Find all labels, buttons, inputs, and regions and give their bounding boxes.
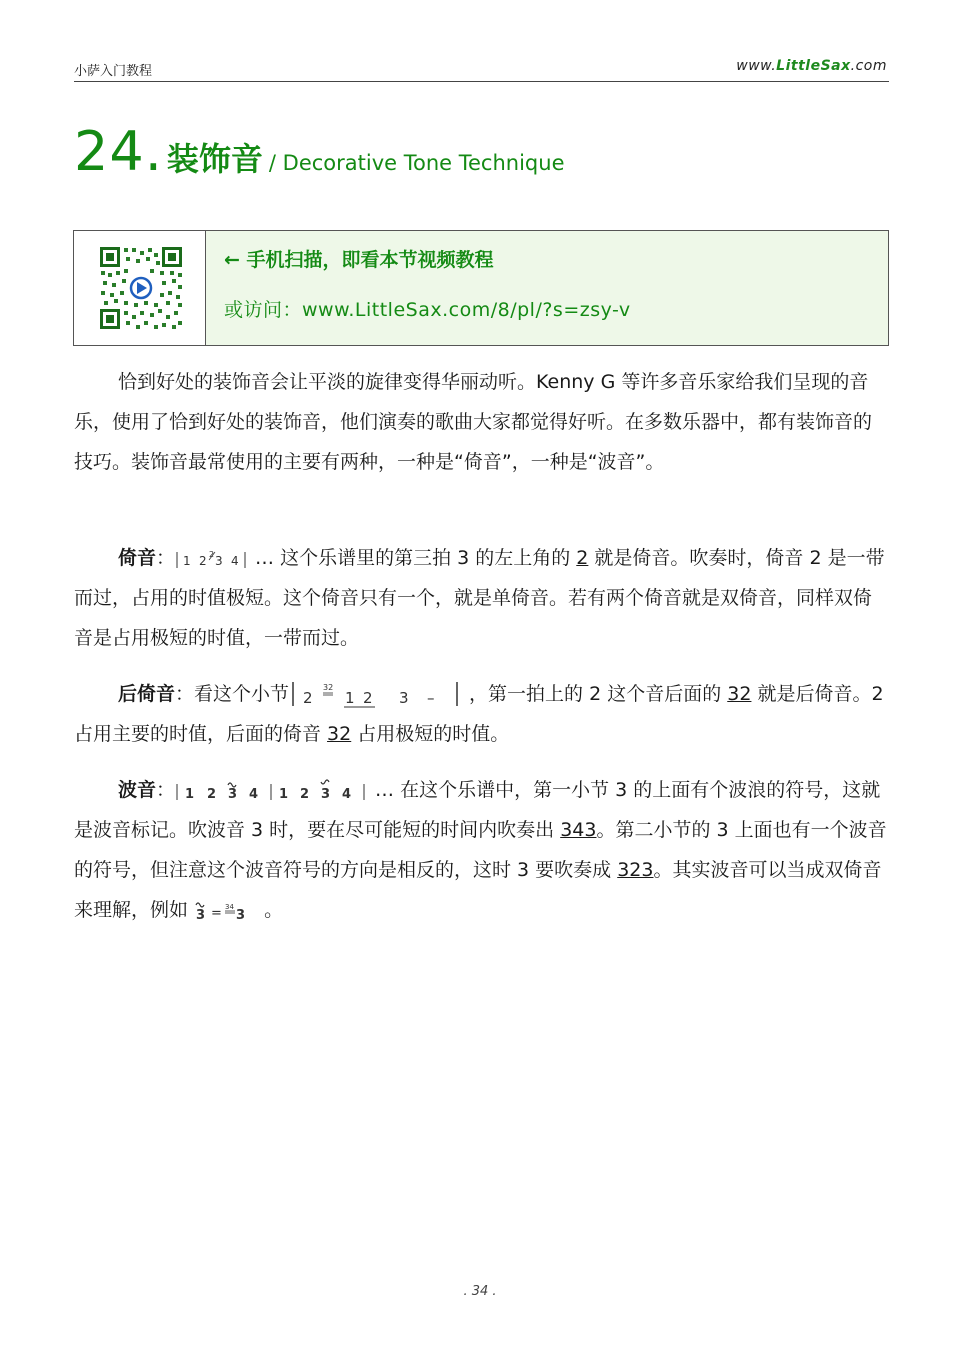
appoggiatura-label: 倚音	[118, 547, 157, 569]
mordent-text-1: … 在这个乐谱中，第一小节 3 的上面有个波浪的符号，这就是波音标记。吹波音 3 时，要在尽可能短的时间内吹奏出	[74, 779, 881, 841]
mordent-paragraph	[74, 770, 890, 930]
notation-note: 4	[342, 786, 352, 802]
notation-note: 4	[231, 553, 239, 568]
mordent-notation	[175, 777, 375, 805]
header-website[interactable]	[736, 58, 887, 74]
video-link-box	[73, 230, 889, 346]
colon: ：	[156, 547, 176, 569]
notation-dash: –	[427, 688, 435, 707]
notation-note: 2	[199, 553, 207, 568]
after-text-1: ，第一拍上的 2 这个音后面的	[469, 683, 728, 705]
chapter-title	[74, 120, 565, 190]
header-rule	[74, 81, 889, 82]
page-number: . 34 .	[463, 1284, 497, 1299]
notation-note: 2	[300, 786, 310, 802]
appoggiatura-text-2: 就是倚音。吹奏时，倚音 2 是一带而过，占用的时值极短。这个倚音只有一个，就是单倚音。若有两个倚音就是双倚音，同样双倚音是占用极短的时值，一带而过。	[74, 547, 885, 649]
notation-note: 1	[279, 786, 289, 802]
intro-paragraph: 恰到好处的装饰音会让平淡的旋律变得华丽动听。Kenny G 等许多音乐家给我们呈现的音乐，使用了恰到好处的装饰音，他们演奏的歌曲大家都觉得好听。在多数乐器中，都有装饰音的技巧。装饰音最常使用的主要有两种，一种是“倚音”，一种是“波音”。	[74, 371, 873, 473]
example-note: 3	[196, 907, 206, 923]
qr-code-icon[interactable]	[98, 245, 184, 331]
chapter-number: 24.	[74, 120, 163, 183]
appoggiatura-paragraph	[74, 538, 890, 658]
after-grace-underlined-2: 32	[327, 723, 352, 745]
video-url-link[interactable]: 或访问：www.LittleSax.com/8/pl/?s=zsy-v	[224, 299, 631, 321]
after-appoggiatura-notation	[289, 678, 469, 712]
notation-note: 1	[183, 553, 191, 568]
site-prefix: www.	[736, 58, 777, 74]
page-header	[74, 56, 889, 82]
mordent-text-3: 。其实波音可以当成双倚音来理解，例如	[74, 859, 882, 921]
colon: ：	[156, 779, 176, 801]
notation-note: 2	[303, 688, 313, 707]
after-appoggiatura-label: 后倚音	[118, 683, 176, 705]
example-equals: =	[211, 905, 222, 921]
notation-note: 3	[399, 688, 409, 707]
grace-note-underlined: 2	[576, 547, 589, 569]
site-brand-little: Little	[776, 58, 821, 74]
mordent-label: 波音	[118, 779, 157, 801]
notation-note: 2	[207, 786, 217, 802]
notation-note: 3	[228, 786, 238, 802]
site-suffix: .com	[850, 58, 887, 74]
after-text-0: ：看这个小节	[175, 683, 290, 705]
notation-note: 1	[345, 688, 355, 707]
notation-note: 2	[363, 688, 373, 707]
mordent-example-notation	[194, 897, 258, 925]
mordent-text-2: 。第二小节的 3 上面也有一个波音的符号，但注意这个波音符号的方向是相反的，这时 3 要吹奏成	[74, 819, 887, 881]
after-text-2: 就是后倚音。2 占用主要的时值，后面的倚音	[74, 683, 884, 745]
header-book-title: 小萨入门教程	[74, 64, 153, 79]
qr-cell	[74, 231, 206, 345]
ellipsis: …	[255, 547, 275, 569]
notation-note: 4	[249, 786, 259, 802]
mordent-underlined-323: 323	[617, 859, 654, 881]
chapter-title-en: / Decorative Tone Technique	[268, 151, 565, 175]
after-grace-underlined-1: 32	[727, 683, 752, 705]
notation-note: 3	[321, 786, 331, 802]
example-grace-notes: 34	[225, 902, 234, 911]
notation-grace-note: 2	[209, 549, 215, 559]
appoggiatura-text-1: 这个乐谱里的第三拍 3 的左上角的	[274, 547, 577, 569]
mordent-text-4: 。	[258, 899, 284, 921]
scan-instruction: ← 手机扫描，即看本节视频教程	[224, 249, 494, 271]
example-note: 3	[236, 907, 246, 923]
site-brand-sax: Sax	[820, 58, 851, 74]
appoggiatura-notation	[175, 547, 255, 571]
chapter-title-cn: 装饰音	[166, 140, 263, 178]
after-text-3: 占用极短的时值。	[351, 723, 510, 745]
notation-note: 3	[215, 553, 223, 568]
mordent-underlined-343: 343	[560, 819, 597, 841]
after-appoggiatura-paragraph	[74, 674, 890, 754]
notation-note: 1	[185, 786, 195, 802]
notation-grace-notes: 32	[323, 682, 334, 692]
